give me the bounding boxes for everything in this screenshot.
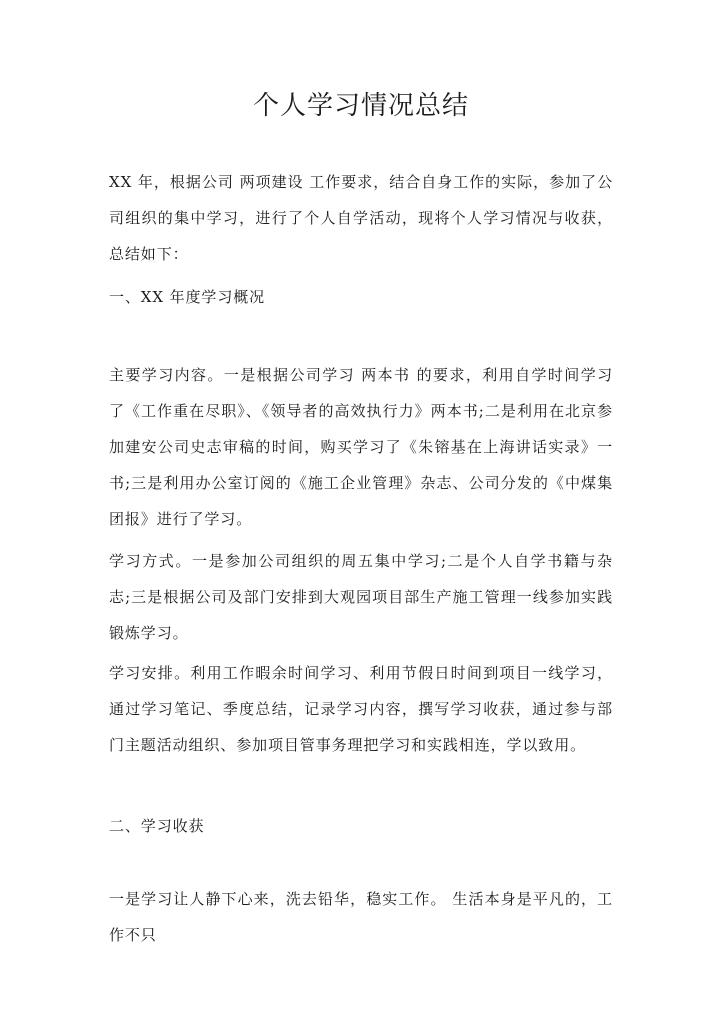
paragraph-gains-first: 一是学习让人静下心来，洗去铅华，稳实工作。 生活本身是平凡的，工作不只	[109, 890, 613, 944]
paragraph-study-content: 主要学习内容。一是根据公司学习 两本书 的要求，利用自学时间学习了《工作重在尽职》、《领导者的高效执行力》两本书;二是利用在北京参加建安公司史志审稿的时间，购买学习了《朱镕基在上海讲话实录》一书;三是利用办公室订阅的《施工企业管理》杂志、公司分发的《中煤集团报》进行了学习。	[109, 366, 613, 528]
paragraph-study-arrangement: 学习安排。利用工作暇余时间学习、利用节假日时间到项目一线学习，通过学习笔记、季度总结，记录学习内容，撰写学习收获，通过参与部门主题活动组织、参加项目管事务理把学习和实践相连，学以致用。	[109, 664, 613, 754]
intro-paragraph: XX 年，根据公司 两项建设 工作要求，结合自身工作的实际，参加了公司组织的集中学习，进行了个人自学活动，现将个人学习情况与收获，总结如下：	[109, 173, 613, 263]
section-heading-overview: 一、XX 年度学习概况	[109, 288, 266, 306]
section-heading-gains: 二、学习收获	[109, 817, 205, 835]
paragraph-study-method: 学习方式。一是参加公司组织的周五集中学习;二是个人自学书籍与杂志;三是根据公司及部门安排到大观园项目部生产施工管理一线参加实践锻炼学习。	[109, 552, 613, 642]
document-title: 个人学习情况总结	[252, 91, 469, 121]
